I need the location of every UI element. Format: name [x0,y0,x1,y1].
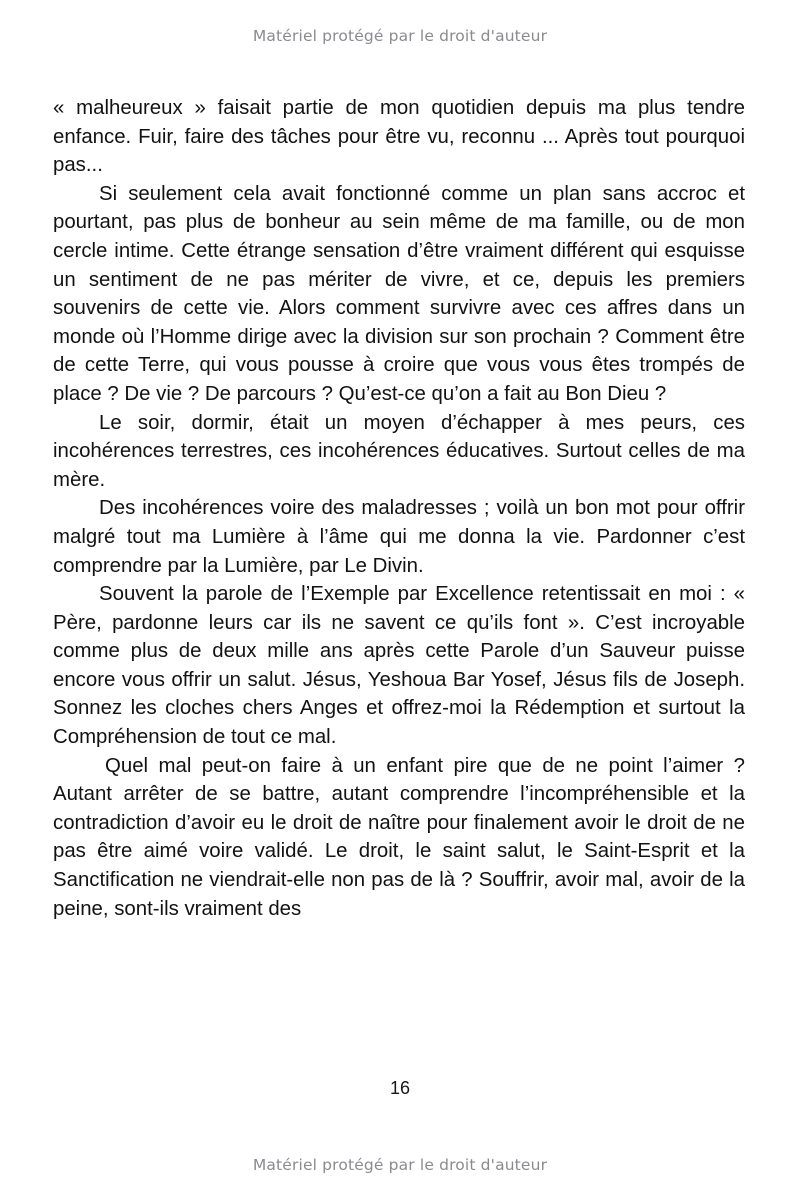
paragraph-1: « malheureux » faisait partie de mon quotidien depuis ma plus tendre enfance. Fuir, faire des tâches pour être vu, reconnu ... Après tout pourquoi pas... [53,97,745,177]
copyright-watermark-footer: Matériel protégé par le droit d'auteur [252,1156,548,1174]
paragraph-3: Le soir, dormir, était un moyen d’échapper à mes peurs, ces incohérences terrestres, ces incohérences éducatives. Surtout celles de ma mère. [53,411,745,491]
copyright-watermark-header: Matériel protégé par le droit d'auteur [252,27,548,45]
page-number: 16 [389,1078,411,1098]
paragraph-6: Quel mal peut-on faire à un enfant pire que de ne point l’aimer ? Autant arrêter de se battre, autant comprendre l’incompréhensible et la contradiction d’avoir eu le droit de naître pour finalement avoir le droit de ne pas être aimé voire validé. Le droit, le saint salut, le Saint-Esprit et la Sanctification ne viendrait-elle non pas de là ? Souffrir, avoir mal, avoir de la peine, sont-ils vraiment des [53,754,745,920]
paragraph-2: Si seulement cela avait fonctionné comme un plan sans accroc et pourtant, pas plus de bonheur au sein même de ma famille, ou de mon cercle intime. Cette étrange sensation d’être vraiment différent qui esquisse un sentiment de ne pas mériter de vivre, et ce, depuis les premiers souvenirs de cette vie. Alors comment survivre avec ces affres dans un monde où l’Homme dirige avec la division sur son prochain ? Comment être de cette Terre, qui vous pousse à croire que vous vous êtes trompés de place ? De vie ? De parcours ? Qu’est-ce qu’on a fait au Bon Dieu ? [53,182,745,405]
body-text-column [53,94,745,923]
paragraph-5: Souvent la parole de l’Exemple par Excellence retentissait en moi : « Père, pardonne leurs car ils ne savent ce qu’ils font ». C’est incroyable comme plus de deux mille ans après cette Parole d’un Sauveur puisse encore vous offrir un salut. Jésus, Yeshoua Bar Yosef, Jésus fils de Joseph. Sonnez les cloches chers Anges et offrez-moi la Rédemption et surtout la Compréhension de tout ce mal. [53,583,745,749]
paragraph-4: Des incohérences voire des maladresses ; voilà un bon mot pour offrir malgré tout ma Lumière à l’âme qui me donna la vie. Pardonner c’est comprendre par la Lumière, par Le Divin. [53,497,745,577]
